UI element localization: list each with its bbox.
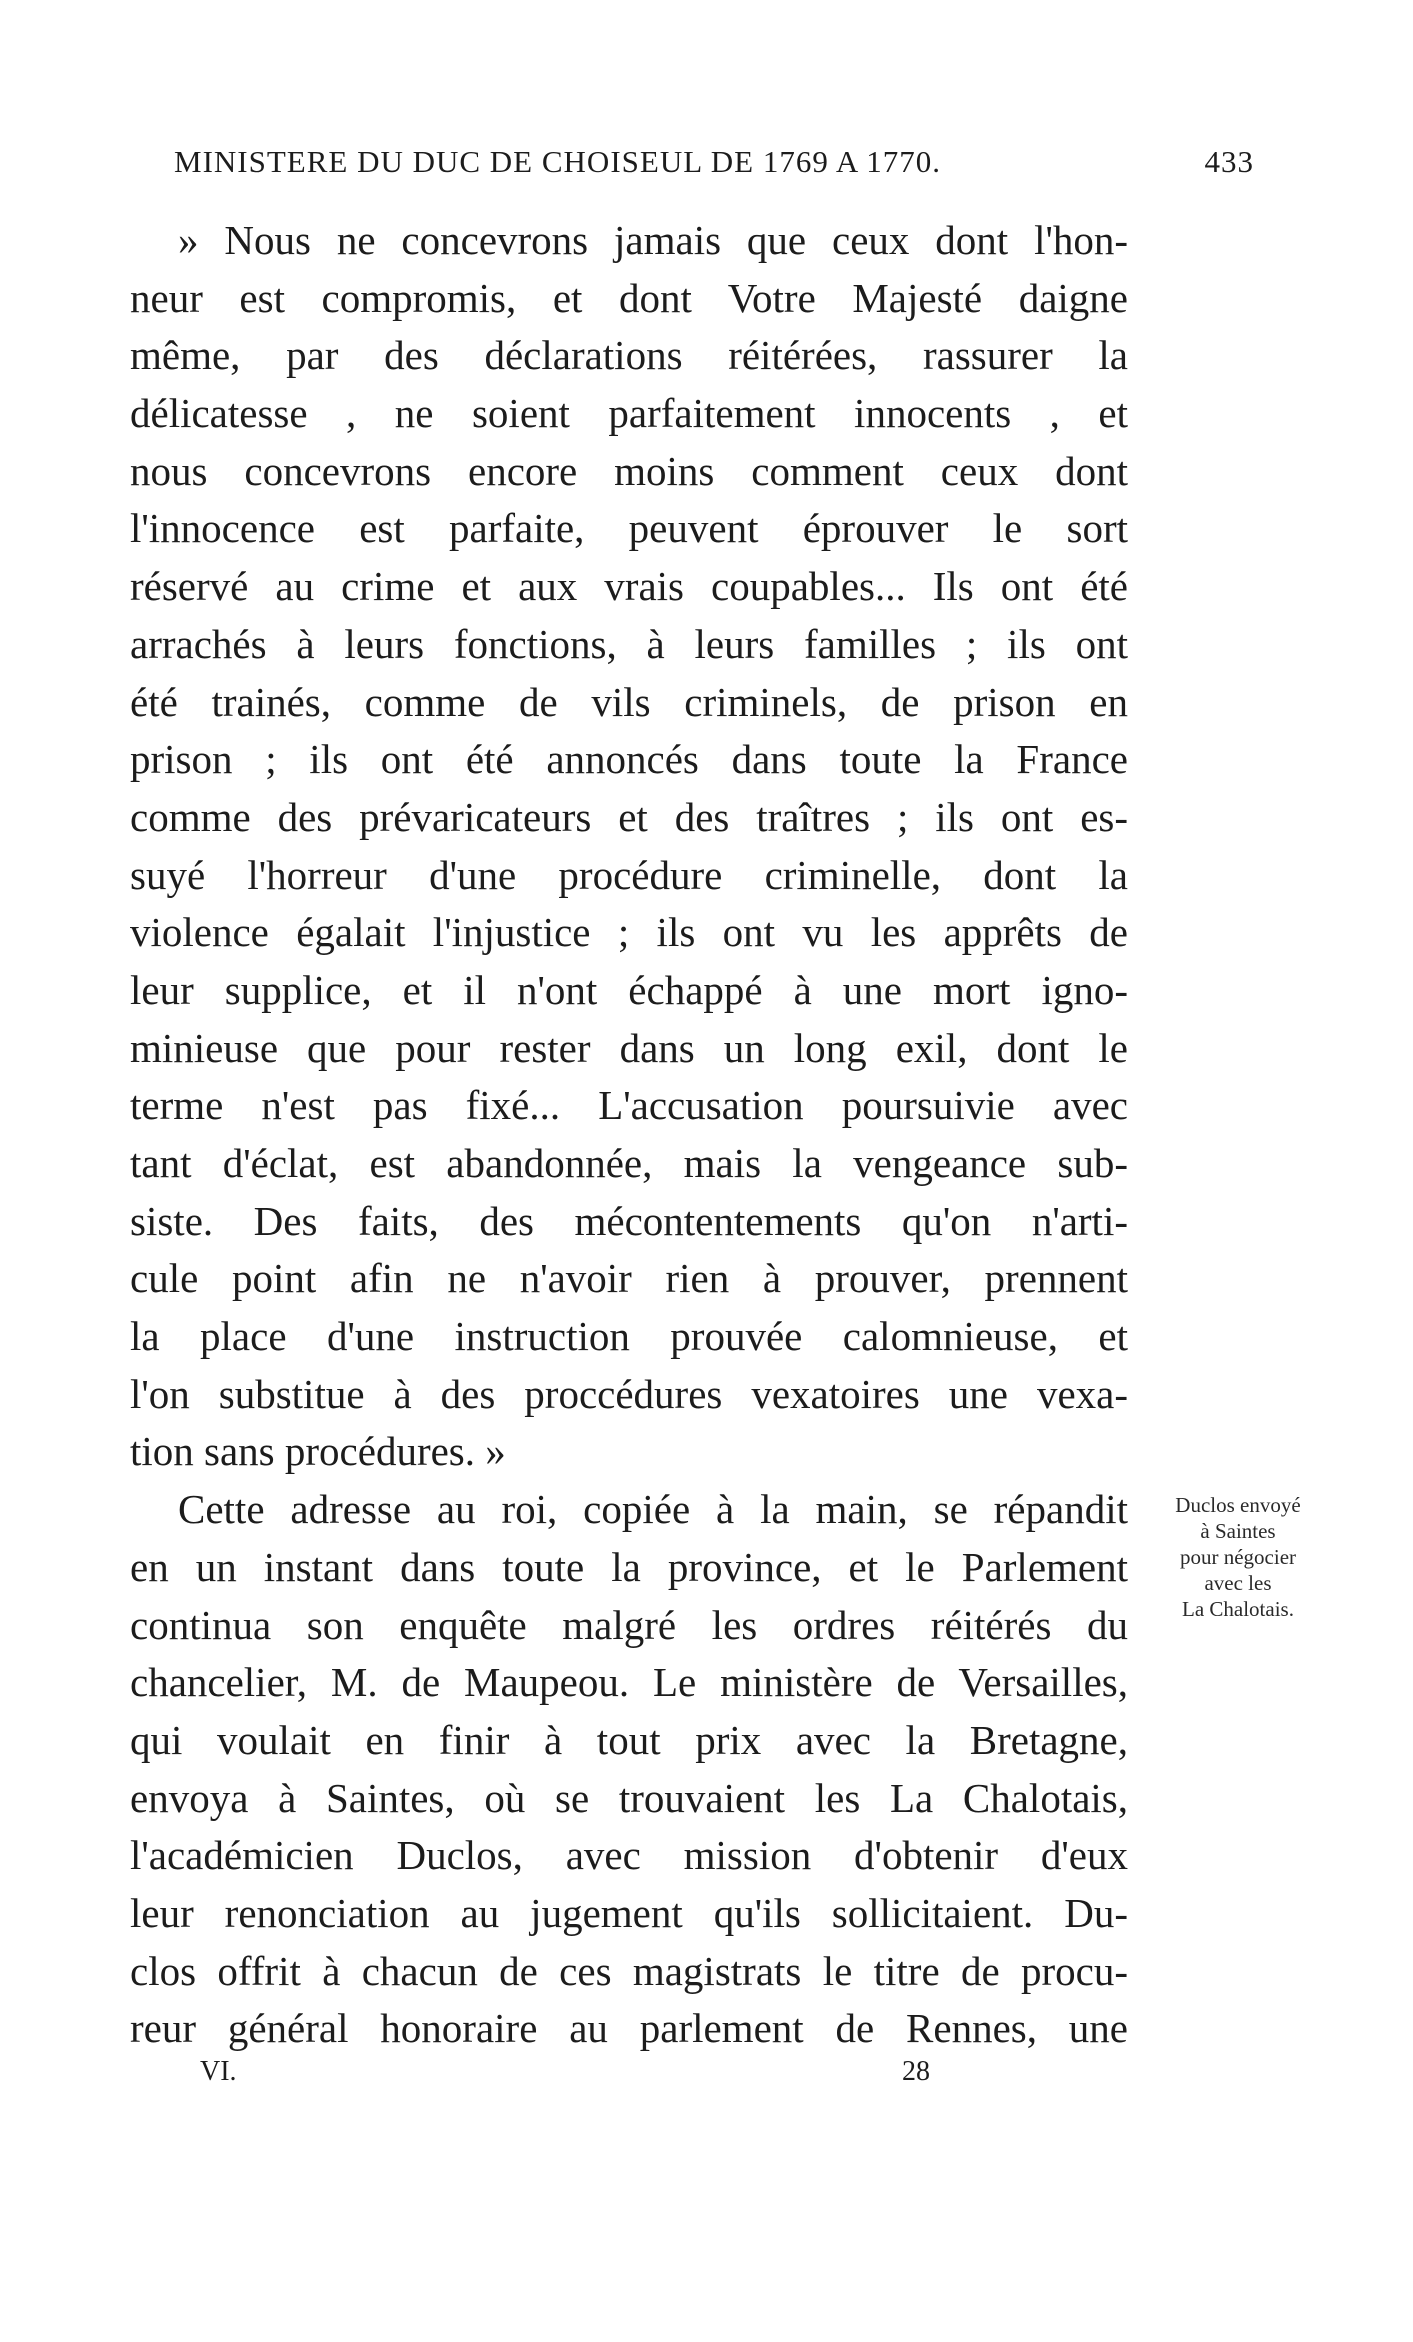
- text-line: cule point afin ne n'avoir rien à prouver, prennent: [130, 1255, 1128, 1302]
- margin-note-line: La Chalotais.: [1182, 1597, 1294, 1621]
- text-line: l'on substitue à des proccédures vexatoires une vexa-: [130, 1370, 1128, 1417]
- text-line: même, par des déclarations réitérées, rassurer la: [130, 332, 1128, 379]
- text-line: terme n'est pas fixé... L'accusation poursuivie avec: [130, 1082, 1128, 1129]
- text-line: prison ; ils ont été annoncés dans toute la France: [130, 736, 1128, 783]
- text-line: continua son enquête malgré les ordres réitérés du: [130, 1601, 1128, 1648]
- text-line: l'académicien Duclos, avec mission d'obtenir d'eux: [130, 1832, 1128, 1879]
- text-line: reur général honoraire au parlement de Rennes, une: [130, 2005, 1128, 2052]
- margin-note-line: Duclos envoyé: [1175, 1493, 1301, 1517]
- text-line: délicatesse , ne soient parfaitement innocents , et: [130, 390, 1128, 437]
- text-line: suyé l'horreur d'une procédure criminelle, dont la: [130, 851, 1128, 898]
- text-line: chancelier, M. de Maupeou. Le ministère de Versailles,: [130, 1659, 1128, 1706]
- text-line: qui voulait en finir à tout prix avec la Bretagne,: [130, 1716, 1128, 1763]
- margin-note-line: avec les: [1204, 1571, 1272, 1595]
- text-line: arrachés à leurs fonctions, à leurs familles ; ils ont: [130, 620, 1128, 667]
- text-line: clos offrit à chacun de ces magistrats le titre de procu-: [130, 1947, 1128, 1994]
- margin-note: [1138, 1492, 1338, 1622]
- text-line: nous concevrons encore moins comment ceux dont: [130, 447, 1128, 494]
- text-line: leur supplice, et il n'ont échappé à une mort igno-: [130, 966, 1128, 1013]
- body-text: [130, 212, 1128, 2058]
- text-line: réservé au crime et aux vrais coupables... Ils ont été: [130, 563, 1128, 610]
- text-line: l'innocence est parfaite, peuvent éprouver le sort: [130, 505, 1128, 552]
- text-line: la place d'une instruction prouvée calomnieuse, et: [130, 1313, 1128, 1360]
- text-line: en un instant dans toute la province, et le Parlement: [130, 1543, 1128, 1590]
- text-line: été trainés, comme de vils criminels, de prison en: [130, 678, 1128, 725]
- text-line: tion sans procédures. »: [130, 1428, 506, 1475]
- text-line: siste. Des faits, des mécontentements qu'on n'arti-: [130, 1197, 1128, 1244]
- page-footer: [200, 2056, 1000, 2096]
- volume-mark: VI.: [200, 2056, 237, 2087]
- text-line: Cette adresse au roi, copiée à la main, se répandit: [178, 1486, 1128, 1533]
- running-head: [174, 144, 1254, 190]
- text-line: minieuse que pour rester dans un long exil, dont le: [130, 1024, 1128, 1071]
- margin-note-line: pour négocier: [1179, 1545, 1297, 1569]
- page-number: 433: [1204, 144, 1254, 179]
- text-line: leur renonciation au jugement qu'ils sollicitaient. Du-: [130, 1889, 1128, 1936]
- text-line: neur est compromis, et dont Votre Majesté daigne: [130, 274, 1128, 321]
- text-line: violence égalait l'injustice ; ils ont vu les apprêts de: [130, 909, 1128, 956]
- margin-note-line: à Saintes: [1200, 1519, 1276, 1543]
- text-line: » Nous ne concevrons jamais que ceux dont l'hon-: [178, 217, 1128, 263]
- text-line: envoya à Saintes, où se trouvaient les La Chalotais,: [130, 1774, 1128, 1821]
- running-head-title: MINISTERE DU DUC DE CHOISEUL DE 1769 A 1770.: [174, 144, 942, 179]
- text-line: comme des prévaricateurs et des traîtres ; ils ont es-: [130, 793, 1128, 840]
- text-line: tant d'éclat, est abandonnée, mais la vengeance sub-: [130, 1140, 1128, 1186]
- signature-mark: 28: [902, 2056, 930, 2087]
